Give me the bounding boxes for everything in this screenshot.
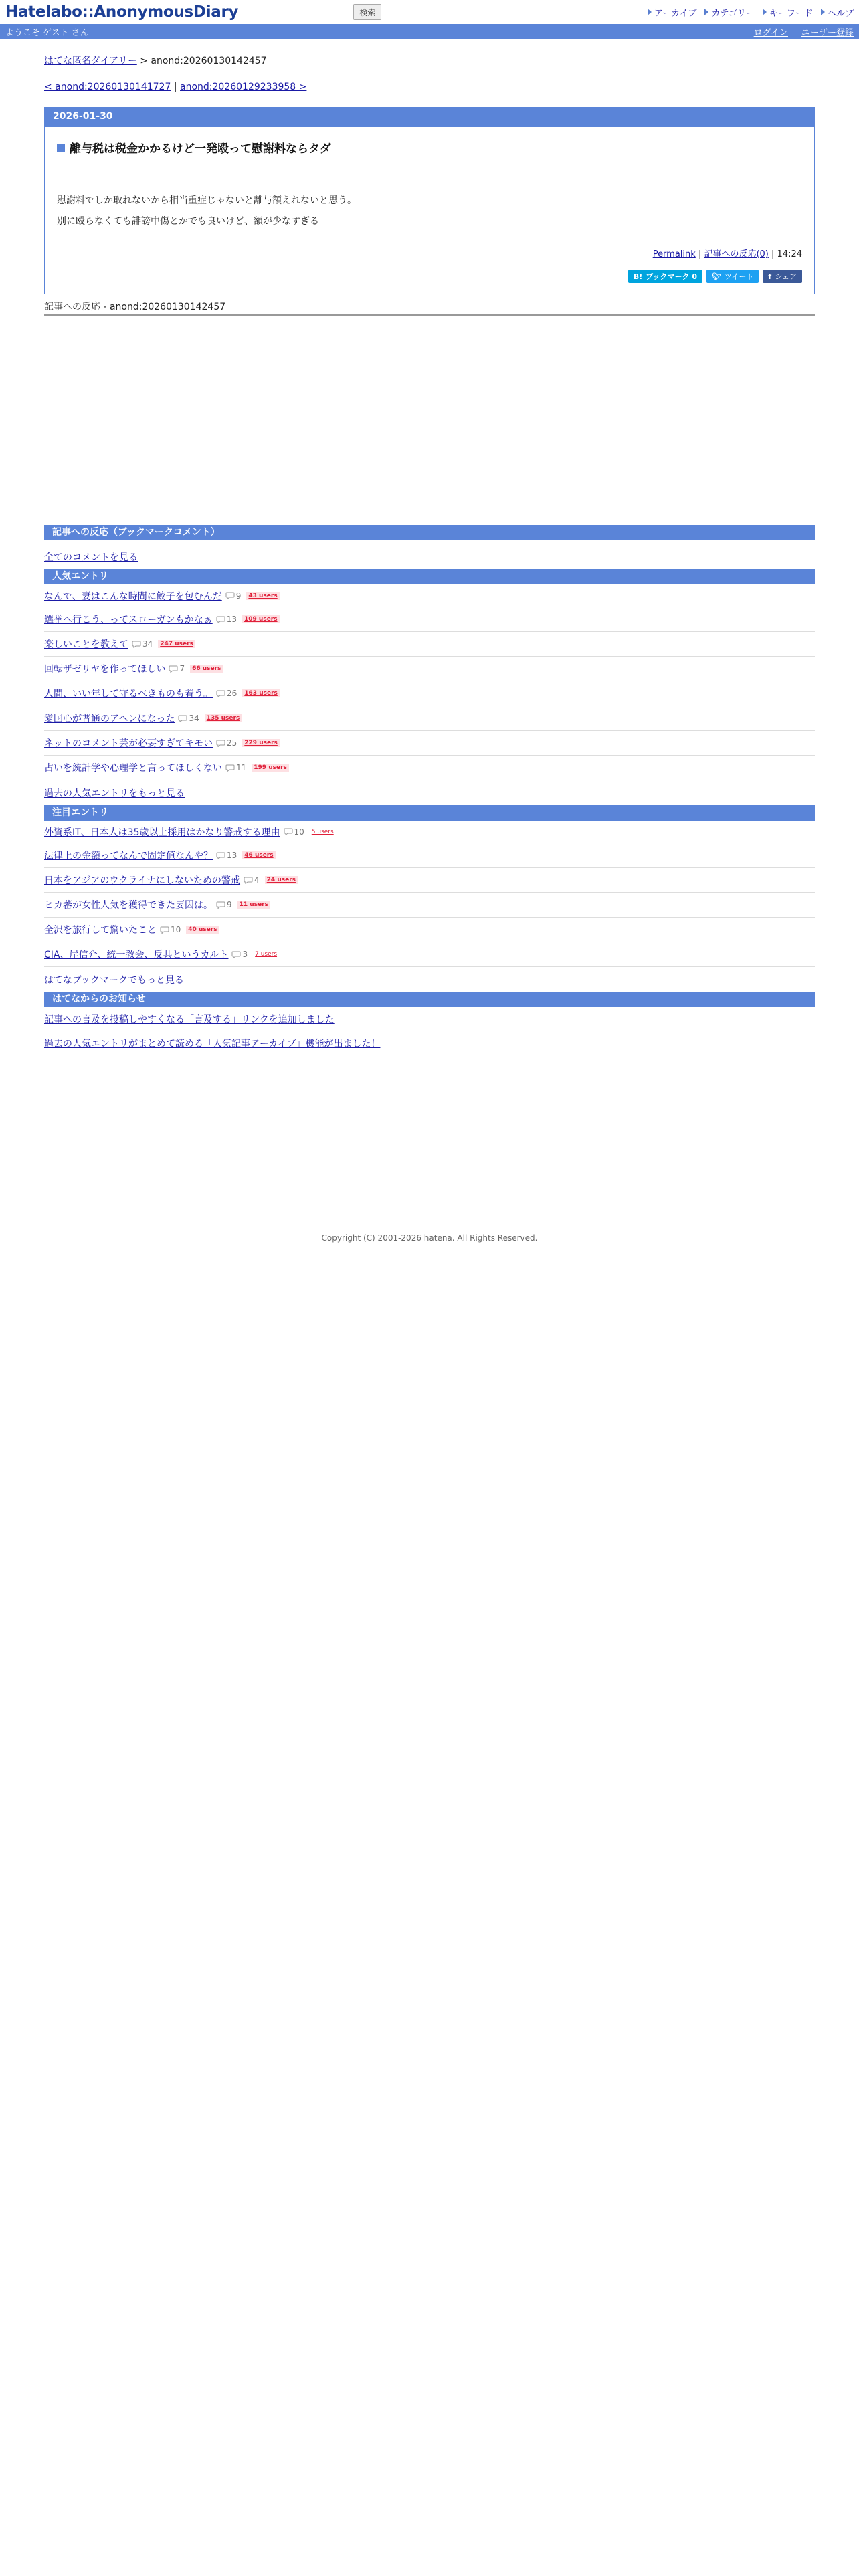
comment-count-value: 26 (227, 689, 237, 698)
comment-count[interactable] (132, 639, 153, 649)
entry-title-link[interactable]: ネットのコメント芸が必要すぎてキモい (44, 738, 213, 749)
comment-count-value: 9 (235, 591, 242, 601)
comment-bubble-icon (216, 690, 227, 697)
comment-count-value: 13 (227, 851, 237, 860)
comment-count[interactable] (216, 738, 237, 748)
triangle-right-icon (763, 9, 767, 15)
share-buttons (45, 270, 802, 283)
users-badge[interactable]: 109 users (242, 615, 280, 623)
entry-title-link[interactable]: 日本をアジアのウクライナにしないための警戒 (44, 875, 241, 886)
register-link[interactable]: ユーザー登録 (801, 27, 854, 38)
prev-next-nav: < anond:20260130141727 | anond:20260129233958 > (44, 82, 307, 92)
list-item (44, 893, 815, 918)
triangle-right-icon (821, 9, 825, 15)
popular-entries-list (44, 584, 815, 780)
search-button[interactable]: 検索 (353, 4, 381, 20)
nav-help[interactable]: ヘルプ (821, 6, 854, 19)
comment-count[interactable] (216, 851, 237, 860)
breadcrumb-root[interactable]: はてな匿名ダイアリー (44, 56, 137, 66)
list-item (44, 821, 815, 843)
entry-title-link[interactable]: CIA、岸信介、統一教会、反共というカルト (44, 950, 229, 960)
list-item (44, 584, 815, 607)
list-item (44, 706, 815, 731)
users-badge[interactable]: 247 users (158, 640, 195, 648)
all-comments-link[interactable]: 全てのコメントを見る (44, 552, 138, 563)
comment-bubble-icon (216, 901, 227, 909)
triangle-right-icon (704, 9, 708, 15)
comment-count-value: 4 (254, 875, 260, 885)
users-badge[interactable]: 229 users (242, 739, 280, 747)
footer-copyright: Copyright (C) 2001-2026 hatena. All Rights Reserved. (321, 1233, 538, 1243)
users-badge[interactable]: 7 users (255, 951, 278, 958)
entry-title-link[interactable]: 楽しいことを教えて (44, 639, 128, 650)
entry-title-link[interactable]: なんで、妻はこんな時間に餃子を包むんだ (44, 591, 222, 602)
notice-link[interactable]: 記事への言及を投稿しやすくなる「言及する」リンクを追加しました (44, 1014, 335, 1025)
comment-count-value: 3 (242, 950, 248, 959)
featured-entries-heading: 注目エントリ (44, 805, 815, 821)
comment-bubble-icon (231, 951, 242, 958)
list-item (44, 1007, 815, 1031)
comment-count-value: 10 (171, 925, 181, 934)
list-item (44, 868, 815, 893)
comment-bubble-icon (132, 641, 142, 648)
users-badge[interactable]: 11 users (237, 901, 270, 909)
nav-archive[interactable]: アーカイブ (648, 6, 697, 19)
article-footer: Permalink | 記事への反応(0) | 14:24 (652, 249, 802, 259)
site-header (0, 0, 859, 24)
search-input[interactable] (248, 5, 349, 19)
comment-count[interactable] (284, 827, 304, 837)
welcome-text: ようこそ ゲスト さん (5, 27, 89, 38)
users-badge[interactable]: 66 users (190, 665, 223, 673)
comment-bubble-icon (225, 764, 236, 772)
list-item (44, 632, 815, 657)
square-bullet-icon (57, 144, 65, 152)
list-item (44, 681, 815, 706)
hatena-bookmark-button[interactable]: B! ブックマーク 0 (628, 270, 702, 283)
comment-bubble-icon (178, 715, 189, 722)
comment-count[interactable] (160, 925, 181, 934)
list-item (44, 657, 815, 681)
triangle-right-icon (648, 9, 652, 15)
popular-entries-heading: 人気エントリ (44, 569, 815, 584)
comment-bubble-icon (244, 877, 254, 884)
entry-title-link[interactable]: 占いを統計学や心理学と言ってほしくない (44, 763, 222, 774)
article-line: 別に殴らなくても誹謗中傷とかでも良いけど、額が少なすぎる (57, 216, 319, 227)
more-featured-link[interactable]: はてなブックマークでもっと見る (44, 974, 185, 986)
notice-link[interactable]: 過去の人気エントリがまとめて読める「人気記事アーカイブ」機能が出ました！ (44, 1038, 381, 1049)
facebook-share-button[interactable]: f シェア (763, 270, 802, 283)
comment-bubble-icon (216, 616, 227, 623)
main-content (44, 53, 815, 1243)
article-box (44, 107, 815, 294)
bookmark-comments-heading: 記事への反応（ブックマークコメント） (44, 525, 815, 540)
comment-count[interactable] (216, 900, 232, 909)
list-item (44, 731, 815, 756)
list-item (44, 607, 815, 632)
comment-count-value: 34 (189, 714, 199, 723)
next-entry-link[interactable]: anond:20260129233958 > (180, 82, 307, 92)
list-item (44, 942, 815, 967)
top-nav (648, 6, 854, 19)
welcome-bar (0, 24, 859, 39)
users-badge[interactable]: 163 users (242, 689, 280, 697)
entry-title-link[interactable]: 法律上の金額ってなんで固定値なんや？ (44, 851, 213, 861)
notice-list (44, 1007, 815, 1055)
nav-keyword[interactable]: キーワード (763, 6, 813, 19)
comment-count-value: 25 (227, 738, 237, 748)
entry-title-link[interactable]: 外資系IT、日本人は35歳以上採用はかなり警戒する理由 (44, 827, 280, 838)
users-badge[interactable]: 199 users (252, 764, 289, 772)
comment-count-value: 34 (142, 639, 153, 649)
login-link[interactable]: ログイン (753, 27, 788, 38)
comment-bubble-icon (216, 852, 227, 859)
comment-bubble-icon (216, 740, 227, 747)
comment-bubble-icon (160, 926, 171, 934)
comment-count[interactable] (231, 950, 248, 959)
comment-count[interactable] (169, 664, 185, 673)
tweet-button[interactable]: 🐦︎ ツイート (706, 270, 759, 283)
users-badge[interactable]: 40 users (186, 926, 219, 934)
comment-count[interactable] (178, 714, 199, 723)
comment-count[interactable] (244, 875, 260, 885)
users-badge[interactable]: 135 users (205, 714, 242, 722)
users-badge[interactable]: 46 users (242, 851, 275, 859)
list-item (44, 1031, 815, 1055)
comment-bubble-icon (225, 592, 236, 599)
comment-count-value: 7 (179, 664, 185, 673)
entry-title-link[interactable]: 愛国心が普通のアヘンになった (44, 714, 175, 724)
list-item (44, 918, 815, 942)
users-badge[interactable]: 5 users (311, 828, 334, 835)
comment-count[interactable] (225, 591, 242, 601)
reactions-heading: 記事への反応 - anond:20260130142457 (44, 300, 815, 316)
entry-title-link[interactable]: 選挙へ行こう、ってスローガンもかなぁ (44, 615, 213, 625)
article-body (57, 191, 814, 232)
search-form (248, 4, 381, 20)
article-title: 離与税は税金かかるけど一発殴って慰謝料ならタダ (57, 139, 814, 156)
comment-count[interactable] (216, 615, 237, 624)
facebook-icon: f (768, 272, 772, 281)
comment-bubble-icon (284, 828, 294, 835)
comment-count-value: 9 (227, 900, 232, 909)
permalink[interactable]: Permalink (652, 249, 696, 259)
article-time: | 14:24 (768, 249, 802, 259)
prev-entry-link[interactable]: < anond:20260130141727 (44, 82, 171, 92)
comment-count-value: 11 (236, 763, 247, 772)
list-item (44, 843, 815, 868)
breadcrumb: はてな匿名ダイアリー > anond:20260130142457 (44, 56, 267, 66)
hatena-bookmark-icon: B! (633, 272, 643, 281)
comment-count-value: 10 (294, 827, 304, 837)
entry-title-link[interactable]: 人間、いい年して守るべきものも着う。 (44, 689, 213, 700)
breadcrumb-current: anond:20260130142457 (151, 56, 267, 66)
more-popular-link[interactable]: 過去の人気エントリをもっと見る (44, 788, 185, 799)
site-logo[interactable]: Hatelabo::AnonymousDiary (5, 3, 239, 21)
comment-count[interactable] (225, 763, 246, 772)
users-badge[interactable]: 43 users (246, 592, 279, 600)
featured-entries-list (44, 821, 815, 967)
hatena-notice-heading: はてなからのお知らせ (44, 992, 815, 1007)
twitter-bird-icon: 🐦︎ (712, 272, 721, 281)
reactions-link[interactable]: 記事への反応(0) (704, 249, 769, 259)
entry-title-link[interactable]: 全沢を旅行して驚いたこと (44, 925, 157, 936)
users-badge[interactable]: 24 users (265, 876, 298, 884)
entry-title-link[interactable]: 回転ザゼリヤを作ってほしい (44, 664, 166, 675)
comment-count-value: 13 (226, 615, 237, 624)
nav-category[interactable]: カテゴリー (704, 6, 754, 19)
comment-count[interactable] (216, 689, 237, 698)
entry-title-link[interactable]: ヒカ蕃が女性人気を獲得できた要因は。 (44, 900, 213, 911)
article-line: 慰謝料でしか取れないから相当重症じゃないと離与額えれないと思う。 (57, 195, 357, 206)
comment-bubble-icon (169, 665, 179, 673)
list-item (44, 756, 815, 780)
article-date: 2026-01-30 (45, 108, 814, 127)
